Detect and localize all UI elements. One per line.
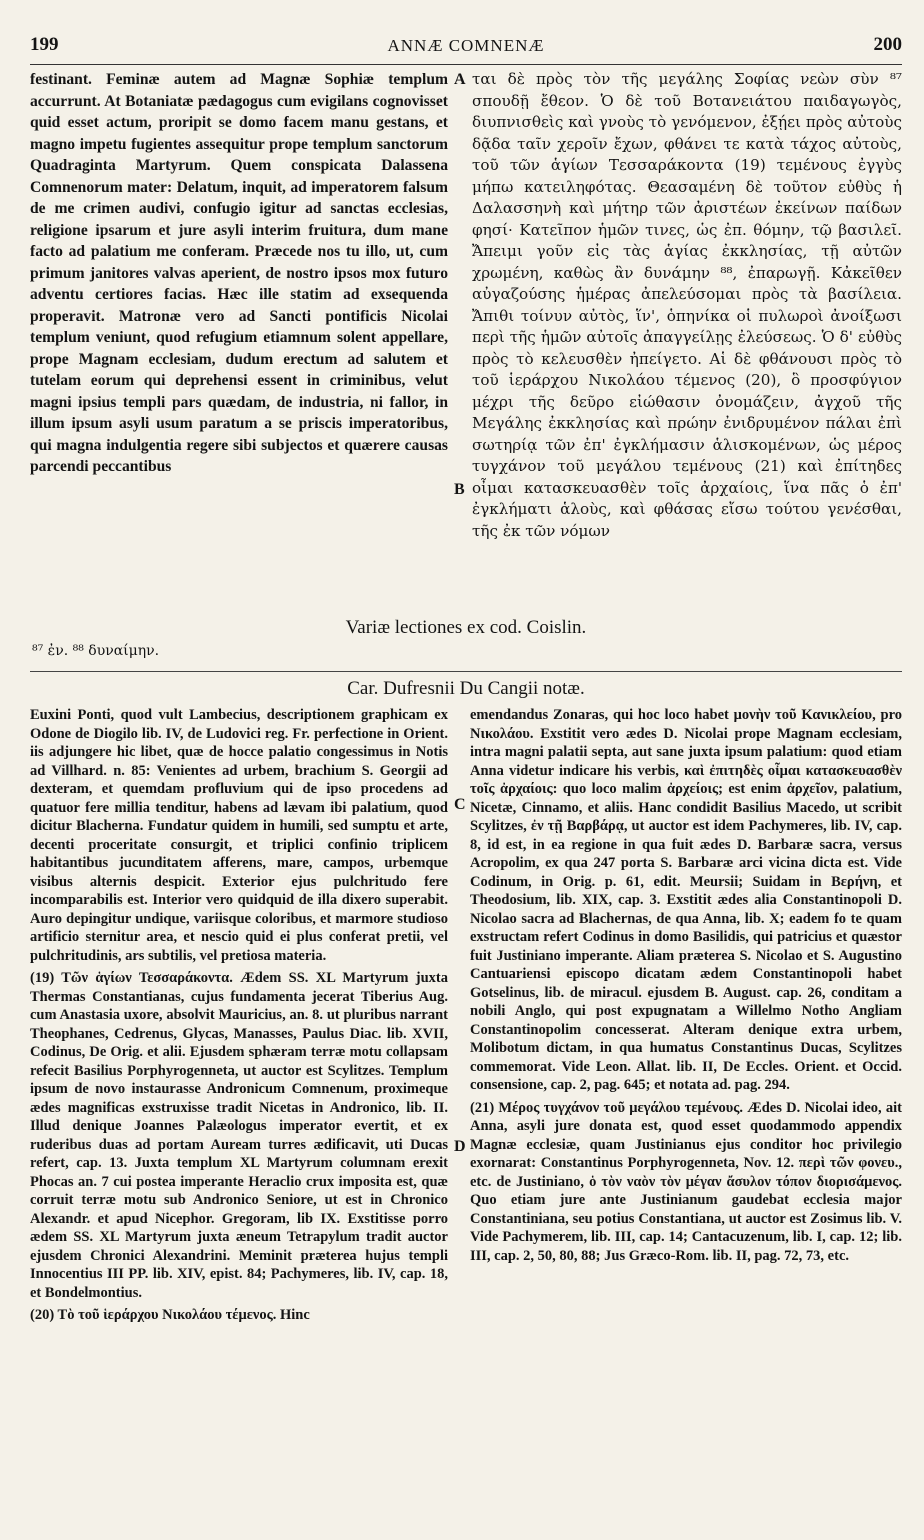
notes-left-column [30, 706, 448, 1329]
divider [30, 671, 902, 672]
latin-column [30, 69, 448, 486]
greek-column [472, 69, 902, 550]
page [30, 34, 902, 1518]
greek-paragraph: ται δὲ πρὸς τὸν τῆς μεγάλης Σοφίας νεὼν σὺν ⁸⁷ σπουδῇ ἔθεον. Ὁ δὲ τοῦ Βοτανειάτου παιδαγωγὸς, διυπνισθεὶς καὶ γνοὺς τὸ γενόμενον, ἐξῄει πρὸς αὐτοὺς δᾷδα ταῖν χεροῖν ἔχων, φθάνει τε κατὰ τάχος αὐτοὺς, τοῦ τῶν ἁγίων Τεσσαράκοντα (19) τεμένους ἐγγὺς μήπω κατειληφότας. Θεασαμένη δὲ τοῦτον εὐθὺς ἡ Δαλασσηνὴ καὶ μήτηρ τῶν ἀριστέων ἐκείνων παίδων φησί· Κατεῖπον ἡμῶν τινες, ὡς ἐπ. θόμην, τῷ βασιλεῖ. Ἄπειμι γοῦν εἰς τὰς ἁγίας ἐκκλησίας, τῇ αὐτῶν χρωμένη, καθὼς ἂν δυνάμην ⁸⁸, ἐπαρωγῇ. Κἀκεῖθεν αὐγαζούσης ἡμέρας ἀπελεύσομαι πρὸς τὰ βασίλεια. Ἄπιθι τοίνυν αὐτὸς, ἵν', ὁπηνίκα οἱ πυλωροὶ ἀνοίξωσι περὶ τῆς ἡμῶν αὐτοῖς ἀπαγγείλῃς ἐλεύσεως. Ὁ δ' εὐθὺς πρὸς τὸ κελευσθὲν ἠπείγετο. Αἱ δὲ φθάνουσι πρὸς τὸ τοῦ ἱεράρχου Νικολάου τέμενος (20), ὃ προσφύγιον μέχρι τῆς δεῦρο εἰώθασιν ὀνομάζειν, ἀγχοῦ τῆς Μεγάλης ἐκκλησίας καὶ πρώην ἐνιδρυμένον πάλαι ἐπὶ σωτηρίᾳ τῶν ἐπ' ἐγκλήμασιν ἁλισκομένων, ὡς μέρος τυγχάνον τοῦ μεγάλου τεμένους (21) καὶ ἐπίτηδες οἶμαι κατασκευασθὲν τοῖς ἀρχαίοις, ἵνα πᾶς ὁ ἐπ' ἐγκλήματι ἁλοὺς, καὶ φθάσας εἴσω τούτου γενέσθαι, τῆς ἐκ τῶν νόμων [472, 70, 902, 540]
margin-letter-a: A [454, 71, 466, 88]
note-21: (21) Μέρος τυγχάνον τοῦ μεγάλου τεμένους. Ædes D. Nicolai ideo, ait Anna, asyli jure donata est, quod esset quodammodo appendix Magnæ ecclesiæ, quam Justinianus ejus conditor hoc privilegio exornarat: Constantinus Porphyrogenneta, Nov. 12. περὶ τῶν φονευ., etc. de Justiniano, ὁ τὸν ναὸν τὸν μέγαν ἄσυλον τόπον διορισάμενος. Quo etiam jure ante Justinianum gaudebat ecclesia major Constantiniana, seu potius Constantiana, ut auctor est Zosimus lib. V. Vide Pachymerem, lib. III, cap. 14; Cantacuzenum, lib. I, cap. 12; lib. III, cap. 2, 50, 80, 88; Jus Græco-Rom. lib. II, pag. 72, 73, etc. [470, 1099, 902, 1264]
variae-lectiones-notes: ⁸⁷ ἐν. ⁸⁸ δυναίμην. [32, 643, 160, 659]
page-number-right: 200 [873, 34, 902, 55]
main-text [30, 69, 902, 617]
variae-lectiones-title: Variæ lectiones ex cod. Coislin. [345, 617, 587, 638]
note-20: (20) Τὸ τοῦ ἱεράρχου Νικολάου τέμενος. Hinc [30, 1307, 310, 1323]
notes-title: Car. Dufresnii Du Cangii notæ. [347, 678, 585, 699]
notes-section [30, 706, 902, 1496]
notes-right-column [470, 706, 902, 1269]
page-header [30, 34, 902, 65]
margin-letter-d: D [454, 1138, 466, 1155]
margin-letter-b: B [454, 481, 465, 498]
note-paragraph: Euxini Ponti, quod vult Lambecius, descriptionem graphicam ex Odone de Diogilo lib. IV, de Ludovici reg. Fr. perfectione in Orient. iis adjungere hic libet, quæ de hocce palatio congessimus in Notis ad Villhard. n. 85: Venientes ad urbem, brachium S. Georgii ad dexteram, et quemdam profluvium qui de ipso procedens ad quatuor fere millia tenditur, habens ad lævam ibi palatium, quod dicitur Blacherna. Fundatur quidem in humili, sed sumptu et arte, decenti proceritate consurgit, et triplici confinio triplicem habitantibus jucunditatem afferens, mare, campos, urbemque visibus alternis despicit. Exterior ejus pulchritudo fere incomparabilis est. Interior vero quidquid de illa dixero superabit. Auro depingitur undique, variisque coloribus, et marmore studioso artificio sternitur area, et nescio quid ei plus conferat pretii, vel pulchritudinis, ars subtilis, vel pretiosa materia. [30, 707, 448, 964]
running-title: ANNÆ COMNENÆ [387, 36, 545, 55]
margin-letter-c: C [454, 796, 466, 813]
page-number-left: 199 [30, 34, 59, 55]
note-paragraph: emendandus Zonaras, qui hoc loco habet μονὴν τοῦ Κανικλείου, pro Νικολάου. Exstitit vero ædes D. Nicolai prope Magnam ecclesiam, intra magni palatii septa, aut sane juxta ipsum palatium: quod etiam Anna videtur indicare his verbis, καὶ ἐπιτηδὲς οἶμαι κατασκευασθὲν τοῖς ἀρχαίοις: quo loco malim ἀρχείοις; est enim ἀρχεῖον, palatium, Nicetæ, Cinnamo, et aliis. Hanc condidit Basilius Macedo, ut scribit Scylitzes, ἐν τῇ Βαρβάρᾳ, ut auctor est idem Pachymeres, lib. IV, cap. 8, id est, in ea regione in qua fuit ædes D. Barbaræ sacra, versus Acropolim, ex qua 247 porta S. Barbaræ arci vicina dicta est. Vide Codinum, in Orig. p. 61, edit. Meursii; Suidam in Βερήνη, et Theodosium, lib. XIX, cap. 3. Exstitit ædes alia Constantinopoli D. Nicolao sacra ad Blachernas, de qua Anna, lib. X; eadem fo te quam exstructam refert Codinus in domo Basilidis, qui patricius et quæstor fuit Justiniano imperante. Aliam præterea S. Nicolao et S. Augustino Cantuariensi episcopo dicatam ædem Constantinopoli habet Gotselinus, lib. de miracul. ejusdem B. August. cap. 26, conditam a nobili Anglo, qui post expugnatam a Willelmo Notho Angliam Constantinopolim concesserat. Alteram denique extra urbem, Molibotum dictam, in qua humatus Constantinus Ducas, Scylitzes commemorat. Vide Leon. Allat. lib. II, De Eccles. Orient. et Occid. consensione, cap. 2, pag. 645; et notata ad. pag. 294. [470, 707, 902, 1093]
latin-paragraph: festinant. Feminæ autem ad Magnæ Sophiæ templum accurrunt. At Botaniatæ pædagogus cum evigilans cognovisset quid esset actum, proripit se domo facem manu gestans, et magno impetu fugientes assequitur prope templum sanctorum Quadraginta Martyrum. Quem conspicata Dalassena Comnenorum mater: Delatum, inquit, ad imperatorem falsum de me crimen audivi, confugio igitur ad sanctas ecclesias, religione ipsarum et jure asyli interim fruitura, dum mane facto ad palatium me conferam. Præcede nos tu illo, ut, cum primum janitores valvas aperient, de nostro ipsos mox futuro adventu certiores facias. Hæc ille statim ad exsequenda properavit. Matronæ vero ad Sancti pontificis Nicolai templum veniunt, quod refugium etiamnum solent appellare, prope Magnam ecclesiam, dudum erectum ad salutem et tutelam eorum qui deprehensi essent in criminibus, velut magni ipsius templi pars quædam, de industria, ni fallor, in illum ipsum asyli usum paratum a se priscis imperatoribus, qui magna indulgentia regere sibi subjectos et quærere causas parcendi peccantibus [30, 71, 448, 475]
note-19: (19) Τῶν ἁγίων Τεσσαράκοντα. Ædem SS. XL Martyrum juxta Thermas Constantianas, cujus fundamenta jecerat Tiberius Aug. cum Anastasia uxore, absolvit Mauricius, an. 8. ut pluribus narrant Theophanes, Cedrenus, Glycas, Manasses, Paulus Diac. lib. XVII, Codinus, De Orig. et alii. Ejusdem sphæram terræ motu collapsam refecit Basilius Porphyrogenneta, ut auctor est Scylitzes. Templum ipsum de novo instaurasse Andronicum Comnenum, proximeque ædes magnificas exstruxisse tradit Nicetas in Andronico, lib. II. Illud denique Joannes Palæologus imperator evertit, et ex ruderibus duas ad portam Auream turres ædificavit, uti Ducas refert, cap. 13. Juxta templum XL Martyrum columnam erexit Phocas an. 7 cui postea imperante Heraclio crux imposita est, quæ corruit terræ motu sub Andronico Seniore, ut est in Chronico Alexandr. et apud Nicephor. Gregoram, lib IX. Exstitisse porro ædem SS. XL Martyrum juxta æneum Tetrapylum tradit auctor ejusdem Chronici Alexandrini. Meminit præterea hujus templi Innocentius III PP. lib. XIV, epist. 84; Pachymeres, lib. IV, cap. 18, et Bondelmontius. [30, 970, 448, 1301]
